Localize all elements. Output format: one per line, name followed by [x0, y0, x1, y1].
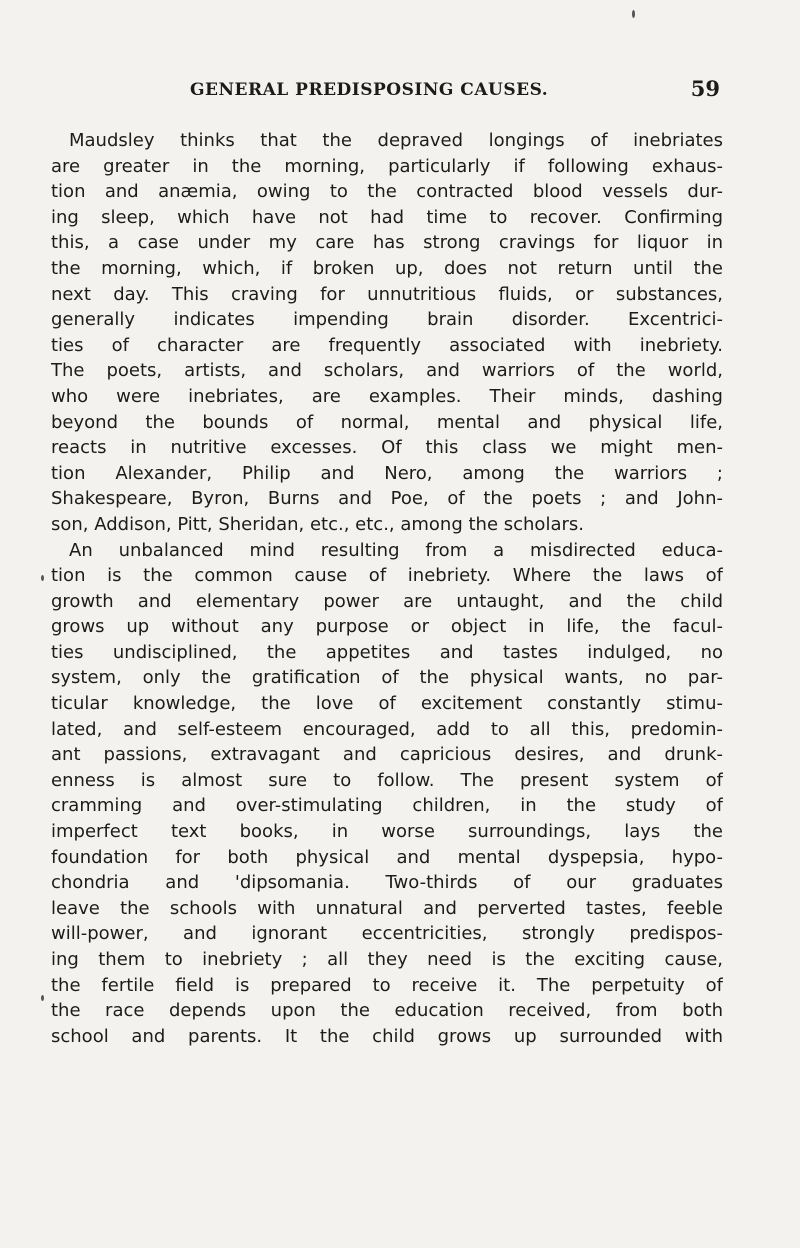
text-line: Shakespeare, Byron, Burns and Poe, of the poets ; and John-: [51, 488, 723, 510]
text-line: tion is the common cause of inebriety. Where the laws of: [51, 565, 723, 587]
text-line: beyond the bounds of normal, mental and physical life,: [51, 411, 723, 433]
print-speck: [41, 995, 44, 1001]
text-line: are greater in the morning, particularly if following exhaus-: [51, 155, 723, 177]
text-line: cramming and over-stimulating children, in the study of: [51, 795, 723, 817]
text-line: reacts in nutritive excesses. Of this class we might men-: [51, 437, 723, 459]
text-line: tion and anæmia, owing to the contracted blood vessels dur-: [51, 181, 723, 203]
paragraph: [51, 538, 723, 1050]
text-line: this, a case under my care has strong cravings for liquor in: [51, 232, 723, 254]
print-speck: [41, 575, 44, 581]
text-line: ticular knowledge, the love of excitement constantly stimu-: [51, 693, 723, 715]
text-line: next day. This craving for unnutritious fluids, or substances,: [51, 283, 723, 305]
text-line: Maudsley thinks that the depraved longings of inebriates: [69, 130, 723, 151]
text-line: the morning, which, if broken up, does not return until the: [51, 257, 723, 279]
text-line: will-power, and ignorant eccentricities, strongly predispos-: [51, 923, 723, 945]
text-line: foundation for both physical and mental dyspepsia, hypo-: [51, 846, 723, 868]
text-line: ing them to inebriety ; all they need is the exciting cause,: [51, 949, 723, 970]
text-line: lated, and self-esteem encouraged, add to all this, predomin-: [51, 718, 723, 740]
page-header: [190, 76, 720, 108]
text-line: growth and elementary power are untaught, and the child: [51, 590, 723, 612]
text-line: ant passions, extravagant and capricious desires, and drunk-: [51, 744, 723, 766]
text-line: ties of character are frequently associated with inebriety.: [51, 334, 723, 356]
body-text: [51, 128, 723, 1049]
text-line: tion Alexander, Philip and Nero, among the warriors ;: [51, 462, 723, 484]
text-line: who were inebriates, are examples. Their minds, dashing: [51, 385, 723, 407]
text-line: leave the schools with unnatural and perverted tastes, feeble: [51, 897, 723, 919]
text-line: grows up without any purpose or object in life, the facul-: [51, 616, 723, 638]
text-line: ties undisciplined, the appetites and tastes indulged, no: [51, 641, 723, 663]
page-number: 59: [690, 76, 720, 101]
text-line: son, Addison, Pitt, Sheridan, etc., etc., among the scholars.: [51, 513, 584, 535]
text-line: The poets, artists, and scholars, and warriors of the world,: [51, 360, 723, 382]
paragraph: [51, 128, 723, 538]
text-line: enness is almost sure to follow. The present system of: [51, 769, 723, 791]
text-line: the race depends upon the education received, from both: [51, 1000, 723, 1022]
text-line: chondria and 'dipsomania. Two-thirds of our graduates: [51, 872, 723, 894]
print-speck: [632, 10, 635, 18]
text-line: imperfect text books, in worse surroundings, lays the: [51, 821, 723, 843]
text-line: system, only the gratification of the physical wants, no par-: [51, 667, 723, 689]
running-head: GENERAL PREDISPOSING CAUSES.: [190, 80, 549, 100]
text-line: An unbalanced mind resulting from a misdirected educa-: [69, 539, 723, 561]
text-line: the fertile field is prepared to receive it. The perpetuity of: [51, 974, 723, 996]
text-line: ing sleep, which have not had time to recover. Confirming: [51, 206, 723, 228]
text-line: generally indicates impending brain disorder. Excentrici-: [51, 309, 723, 331]
text-line: school and parents. It the child grows up surrounded with: [51, 1025, 723, 1047]
